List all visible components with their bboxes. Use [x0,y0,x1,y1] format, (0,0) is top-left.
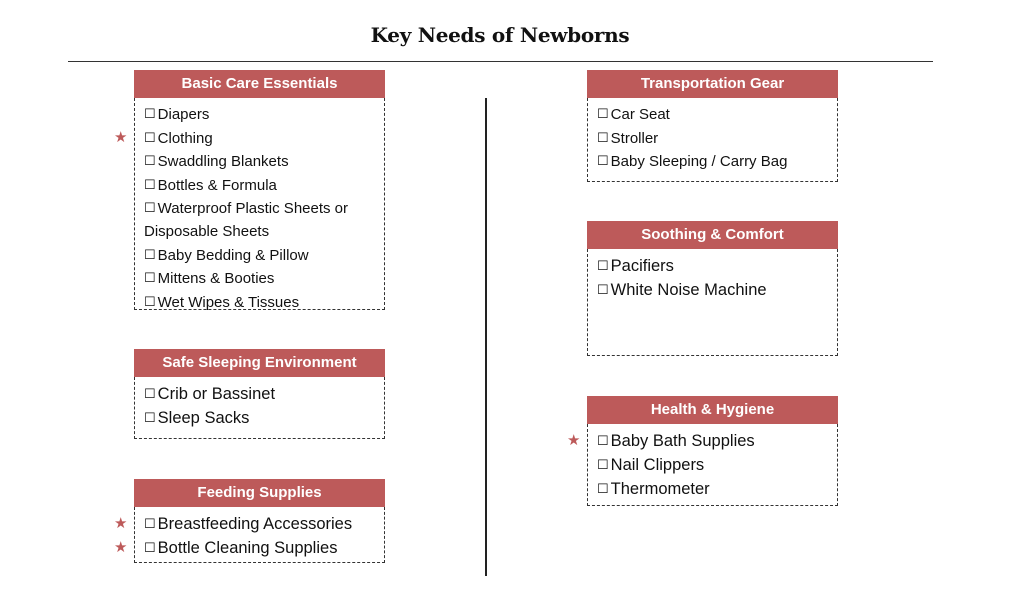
checklist-item [114,536,376,560]
checkbox-icon: ☐ [597,106,609,121]
checklist-item [144,150,376,174]
column-divider [485,98,487,576]
card-body [587,98,838,182]
item-list [597,254,829,302]
checkbox-icon: ☐ [597,129,609,145]
checkbox-icon: ☐ [144,106,156,121]
card-heading: Health & Hygiene [587,396,838,424]
star-icon: ★ [114,515,128,532]
card-body [114,98,385,311]
item-label: Clothing [157,129,213,147]
item-label: Swaddling Blankets [157,153,289,171]
checkbox-icon: ☐ [144,540,156,555]
item-label: Diapers [157,106,210,123]
card-soothing [587,221,838,356]
checklist-item [597,477,829,501]
item-label: Bottle Cleaning Supplies [157,539,338,557]
checkbox-icon: ☐ [597,481,609,496]
card-body [587,249,838,356]
checklist-item [144,406,376,430]
item-list [567,429,829,501]
checkbox-icon: ☐ [144,129,156,145]
checklist-item [144,267,376,291]
item-label: Pacifiers [610,257,674,275]
item-label: Baby Sleeping / Carry Bag [610,153,788,171]
checkbox-icon: ☐ [144,516,156,531]
checklist-item [114,127,376,151]
title-underline [68,61,933,62]
checklist-item [597,453,829,477]
card-heading: Transportation Gear [587,70,838,98]
item-list [597,103,829,174]
item-label: Waterproof Plastic Sheets or Disposable Sheets [144,200,349,240]
card-health [567,396,838,506]
checkbox-icon: ☐ [144,153,156,169]
item-label: Baby Bedding & Pillow [157,246,309,264]
card-body [567,424,838,506]
star-icon: ★ [114,128,128,146]
checklist-item [597,103,829,127]
checklist-item [144,174,376,198]
checkbox-icon: ☐ [144,410,156,425]
item-label: White Noise Machine [610,281,767,299]
checklist-item [597,278,829,302]
card-body [114,507,385,563]
item-label: Nail Clippers [610,456,705,474]
item-label: Baby Bath Supplies [610,432,755,450]
item-label: Crib or Bassinet [157,385,276,403]
checklist-item [144,197,376,243]
star-icon: ★ [567,432,581,449]
item-list [114,103,376,314]
checkbox-icon: ☐ [144,270,156,286]
checkbox-icon: ☐ [597,282,609,297]
item-label: Breastfeeding Accessories [157,515,353,533]
checkbox-icon: ☐ [144,200,156,216]
item-label: Stroller [610,129,659,147]
card-basic-care [114,70,385,311]
card-safe-sleeping [134,349,385,439]
checklist-item [597,150,829,174]
item-list [114,512,376,560]
page-title: Key Needs of Newborns [370,23,630,47]
card-transportation [587,70,838,182]
checkbox-icon: ☐ [144,386,156,401]
card-heading: Basic Care Essentials [134,70,385,98]
item-label: Wet Wipes & Tissues [157,293,300,311]
checklist-item [144,244,376,268]
checklist-item [144,291,376,315]
checklist-item [597,127,829,151]
item-label: Thermometer [610,480,710,498]
card-heading: Soothing & Comfort [587,221,838,249]
star-icon: ★ [114,539,128,556]
checkbox-icon: ☐ [597,258,609,273]
checkbox-icon: ☐ [597,433,609,448]
item-label: Car Seat [610,106,670,123]
checkbox-icon: ☐ [597,153,609,169]
checkbox-icon: ☐ [144,246,156,262]
card-heading: Safe Sleeping Environment [134,349,385,377]
checkbox-icon: ☐ [144,176,156,192]
checklist-item [114,512,376,536]
checklist-item [144,103,376,127]
card-heading: Feeding Supplies [134,479,385,507]
item-label: Sleep Sacks [157,409,250,427]
item-label: Bottles & Formula [157,176,277,194]
checklist-item [144,382,376,406]
checklist-item [567,429,829,453]
item-label: Mittens & Booties [157,270,275,288]
checkbox-icon: ☐ [144,293,156,309]
checkbox-icon: ☐ [597,457,609,472]
checklist-item [597,254,829,278]
card-feeding [114,479,385,563]
card-body [134,377,385,439]
item-list [144,382,376,430]
